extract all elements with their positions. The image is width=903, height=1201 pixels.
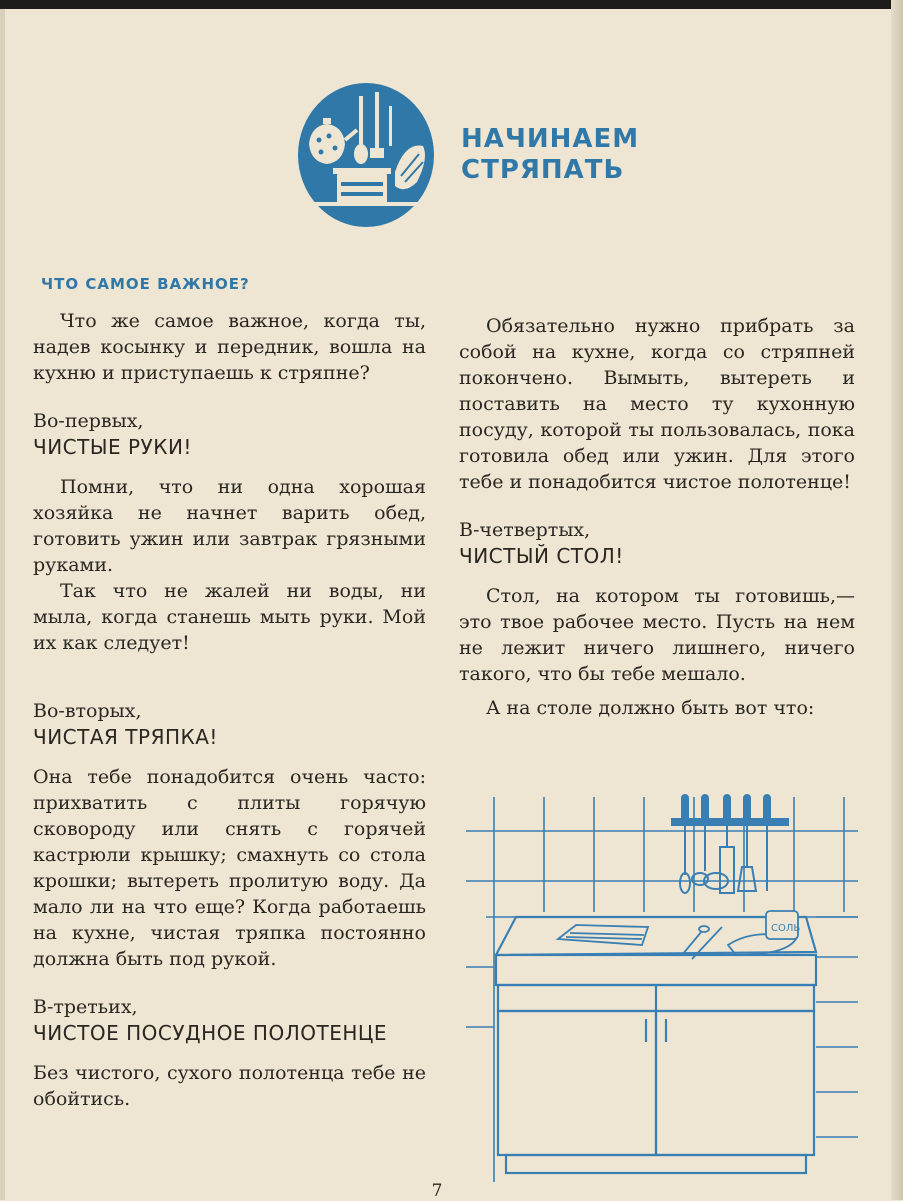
chapter-title-line-1: НАЧИНАЕМ	[461, 124, 640, 154]
scan-right-border	[891, 0, 903, 1200]
fourth-paragraph-1: Стол, на котором ты готовишь,— это твое рабочее место. Пусть на нем не лежит ничего лишнего, ничего такого, что бы тебе мешало.	[459, 585, 855, 685]
page-number: 7	[431, 1181, 443, 1201]
first-paragraph-2: Так что не жалей ни воды, ни мыла, когда станешь мыть руки. Мой их как следует!	[33, 580, 426, 654]
first-paragraph-1: Помни, что ни одна хорошая хозяйка не начнет варить обед, готовить ужин или завтрак грязными руками.	[33, 476, 426, 576]
intro-paragraph: Что же самое важное, когда ты, надев косынку и передник, вошла на кухню и приступаешь к стряпне?	[33, 310, 426, 384]
salt-jar-label: СОЛЬ	[771, 923, 801, 934]
fourth-lead: В-четвертых,	[459, 519, 591, 541]
counter-cabinet	[496, 917, 816, 1173]
second-lead: Во-вторых,	[33, 700, 142, 722]
first-lead: Во-первых,	[33, 410, 144, 432]
fourth-title: ЧИСТЫЙ СТОЛ!	[459, 544, 624, 568]
kitchen-emblem-icon	[297, 82, 435, 228]
scan-left-border	[0, 9, 5, 1200]
utensil-rack	[672, 795, 788, 893]
second-paragraph: Она тебе понадобится очень часто: прихватить с плиты горячую сковороду или снять с горячей кастрюли крышку; смахнуть со стола крошки; вытереть пролитую воду. Да мало ли на что еще? Когда работаешь на кухне, чистая тряпка постоянно должна быть под рукой.	[33, 766, 426, 970]
kitchen-counter-illustration	[466, 787, 858, 1182]
fourth-paragraph-2: А на столе должно быть вот что:	[486, 697, 815, 719]
chapter-title-line-2: СТРЯПАТЬ	[461, 155, 625, 185]
wall-tiles	[466, 797, 858, 1182]
third-title: ЧИСТОЕ ПОСУДНОЕ ПОЛОТЕНЦЕ	[33, 1021, 388, 1045]
first-title: ЧИСТЫЕ РУКИ!	[33, 435, 192, 459]
scan-top-border	[0, 0, 903, 9]
third-lead: В-третьих,	[33, 996, 138, 1018]
third-paragraph: Без чистого, сухого полотенца тебе не обойтись.	[33, 1062, 426, 1110]
cleanup-paragraph: Обязательно нужно прибрать за собой на кухне, когда со стряпней покончено. Вымыть, вытереть и поставить на место ту кухонную посуду, которой ты пользовалась, пока готовила обед или ужин. Для этого тебе и понадобится чистое полотенце!	[459, 315, 855, 493]
left-column	[33, 274, 426, 1112]
right-column	[459, 313, 855, 721]
section-heading: ЧТО САМОЕ ВАЖНОЕ?	[41, 275, 250, 293]
chapter-title	[461, 124, 721, 186]
second-title: ЧИСТАЯ ТРЯПКА!	[33, 725, 218, 749]
